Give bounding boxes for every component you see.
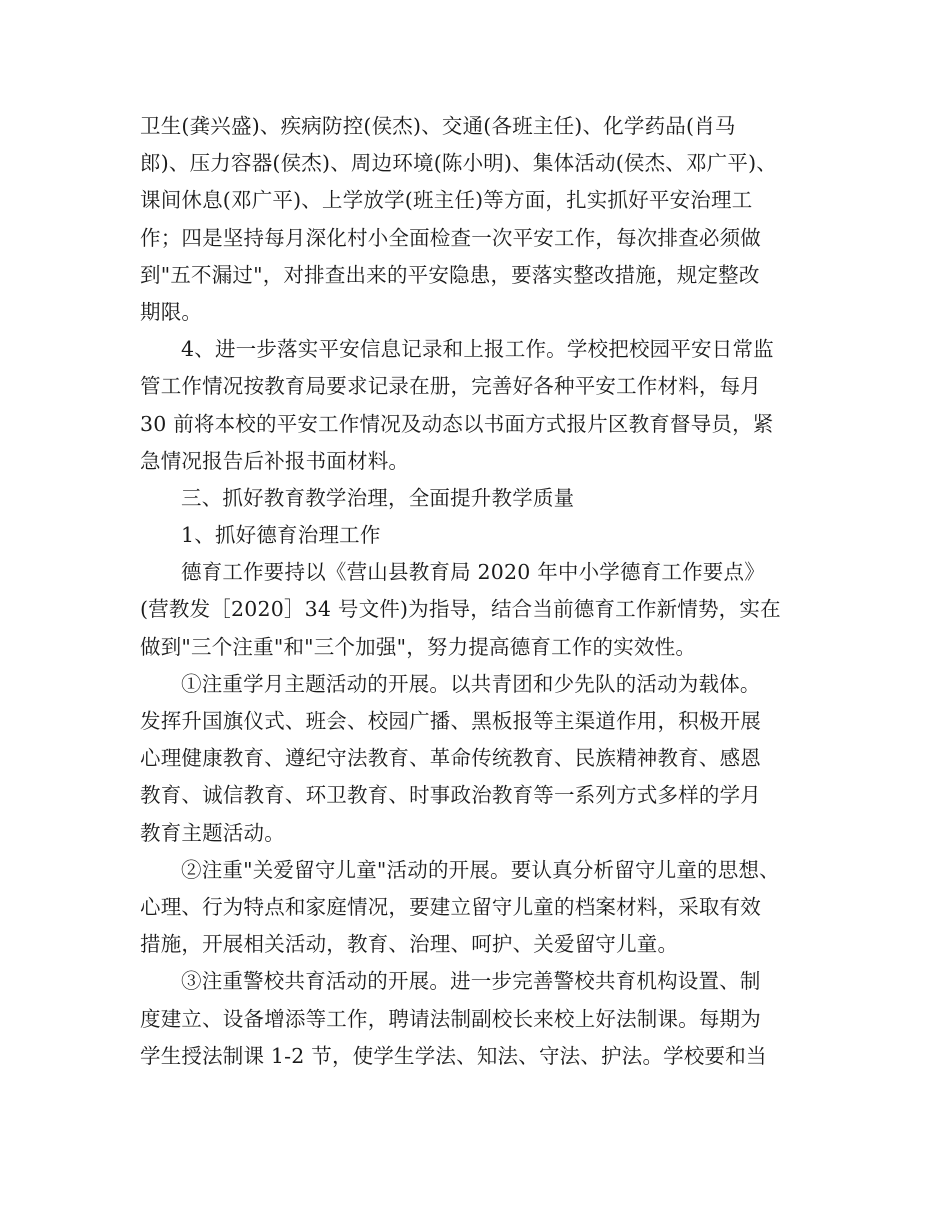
- text-line: 三、抓好教育教学治理，全面提升教学质量: [181, 485, 575, 510]
- text-line: 度建立、设备增添等工作，聘请法制副校长来校上好法制课。每期为: [140, 1006, 761, 1031]
- text-line: 作；四是坚持每月深化村小全面检查一次平安工作，每次排查必须做: [140, 225, 761, 250]
- text-line: 郎)、压力容器(侯杰)、周边环境(陈小明)、集体活动(侯杰、邓广平)、: [140, 151, 777, 176]
- text-line: 教育主题活动。: [140, 820, 285, 845]
- text-line: 到"五不漏过"，对排查出来的平安隐患，要落实整改措施，规定整改: [140, 262, 760, 287]
- text-line: 课间休息(邓广平)、上学放学(班主任)等方面，扎实抓好平安治理工: [140, 188, 753, 213]
- document-body: [140, 108, 830, 1075]
- text-line: 做到"三个注重"和"三个加强"，努力提高德育工作的实效性。: [140, 634, 697, 659]
- text-line: 心理健康教育、遵纪守法教育、革命传统教育、民族精神教育、感恩: [140, 746, 761, 771]
- text-line: 期限。: [140, 299, 203, 324]
- text-line: ③注重警校共育活动的开展。进一步完善警校共育机构设置、制: [181, 969, 761, 994]
- text-line: 管工作情况按教育局要求记录在册，完善好各种平安工作材料，每月: [140, 374, 761, 399]
- text-line: ①注重学月主题活动的开展。以共青团和少先队的活动为载体。: [181, 671, 761, 696]
- text-line: 30 前将本校的平安工作情况及动态以书面方式报片区教育督导员，紧: [140, 411, 774, 436]
- text-line: 发挥升国旗仪式、班会、校园广播、黑板报等主渠道作用，积极开展: [140, 709, 761, 733]
- text-line: (营教发［2020］34 号文件)为指导，结合当前德育工作新情势，实在: [140, 597, 781, 622]
- text-line: 德育工作要持以《营山县教育局 2020 年中小学德育工作要点》: [181, 560, 765, 585]
- text-line: 措施，开展相关活动，教育、治理、呵护、关爱留守儿童。: [140, 932, 679, 957]
- text-line: 急情况报告后补报书面材料。: [140, 448, 410, 473]
- text-line: 卫生(龚兴盛)、疾病防控(侯杰)、交通(各班主任)、化学药品(肖马: [140, 114, 736, 138]
- text-line: ②注重"关爱留守儿童"活动的开展。要认真分析留守儿童的思想、: [181, 857, 780, 882]
- text-line: 1、抓好德育治理工作: [181, 523, 381, 548]
- text-line: 心理、行为特点和家庭情况，要建立留守儿童的档案材料，采取有效: [140, 894, 761, 919]
- text-line: 学生授法制课 1-2 节，使学生学法、知法、守法、护法。学校要和当: [140, 1043, 767, 1068]
- text-line: 4、进一步落实平安信息记录和上报工作。学校把校园平安日常监: [181, 337, 774, 362]
- text-line: 教育、诚信教育、环卫教育、时事政治教育等一系列方式多样的学月: [140, 783, 761, 808]
